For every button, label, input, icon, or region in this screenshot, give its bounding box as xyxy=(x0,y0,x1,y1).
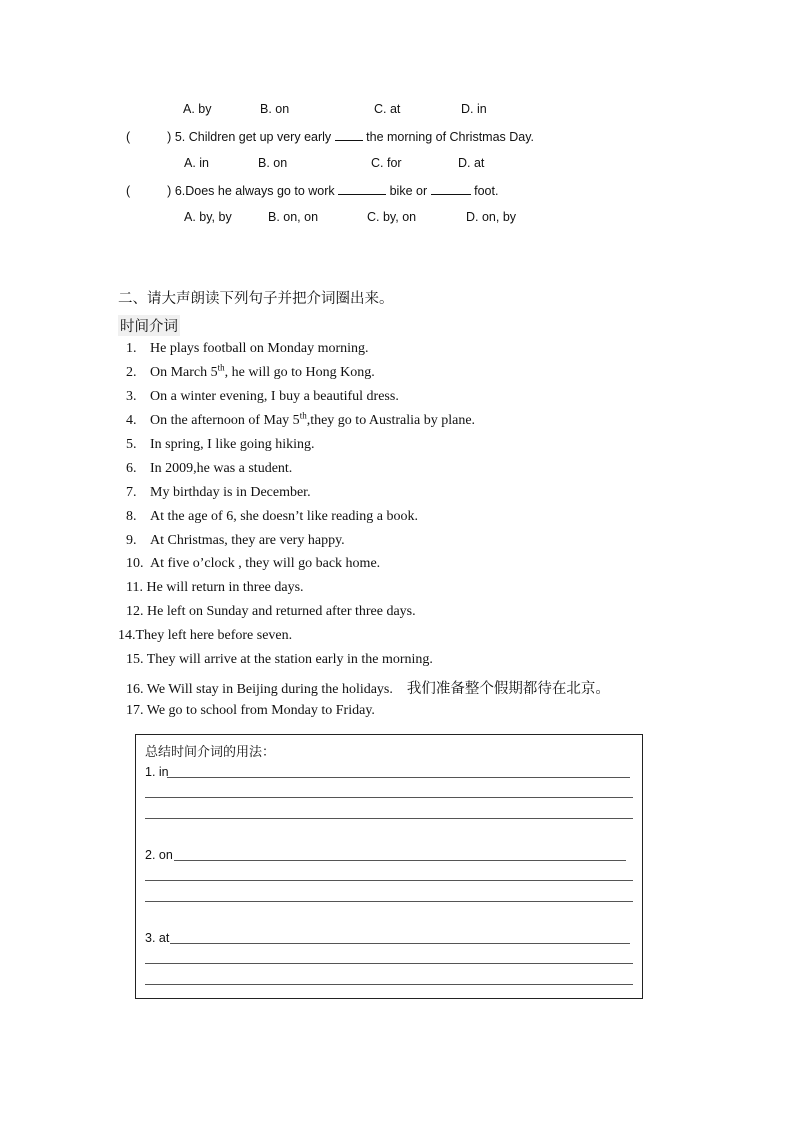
list-item xyxy=(126,437,315,453)
list-item xyxy=(126,556,380,572)
item-translation: 我们准备整个假期都待在北京。 xyxy=(406,681,610,697)
item-number: 8. xyxy=(126,509,137,524)
item-number: 11. xyxy=(126,580,143,595)
answer-line[interactable] xyxy=(145,963,633,964)
superscript: th xyxy=(217,362,225,373)
answer-line[interactable] xyxy=(174,860,626,861)
list-item xyxy=(126,341,369,357)
item-number: 10. xyxy=(126,556,144,571)
summary-box xyxy=(135,734,643,999)
item-text: At the age of 6, she doesn’t like reading a book. xyxy=(150,509,419,524)
item-text: He will return in three days. xyxy=(146,580,304,595)
item-number: 6. xyxy=(126,461,137,476)
question-6 xyxy=(126,183,498,198)
answer-line[interactable] xyxy=(145,984,633,985)
item-number: 4. xyxy=(126,413,137,428)
item-number: 1. xyxy=(126,341,137,356)
item-text: On a winter evening, I buy a beautiful dress. xyxy=(150,389,399,404)
item-text: On March 5 xyxy=(150,365,218,380)
list-item xyxy=(118,628,292,644)
item-text: ,they go to Australia by plane. xyxy=(306,413,476,428)
question-text-rest: foot. xyxy=(474,184,499,198)
item-text: On the afternoon of May 5 xyxy=(150,413,300,428)
question-text-mid: bike or xyxy=(389,184,428,198)
list-item xyxy=(126,389,399,405)
item-number: 16. xyxy=(126,682,144,697)
item-number: 14. xyxy=(118,628,136,643)
item-text: My birthday is in December. xyxy=(150,485,311,500)
answer-paren-open: ( xyxy=(126,184,131,198)
answer-line[interactable] xyxy=(145,901,633,902)
answer-line[interactable] xyxy=(167,777,630,778)
option: B. on, on xyxy=(268,210,319,224)
list-item xyxy=(126,410,476,429)
section-subtitle: 时间介词 xyxy=(118,315,180,336)
option: C. at xyxy=(374,102,401,116)
item-text: At five o’clock , they will go back home. xyxy=(150,556,381,571)
item-text: They will arrive at the station early in the morning. xyxy=(146,652,433,667)
option: B. on xyxy=(260,102,290,116)
item-text: He left on Sunday and returned after three days. xyxy=(147,604,416,619)
summary-title: 总结时间介词的用法： xyxy=(145,745,276,760)
item-number: 15. xyxy=(126,652,144,667)
answer-paren-close: ) xyxy=(167,130,172,144)
list-item xyxy=(126,652,433,668)
answer-blank[interactable] xyxy=(431,183,471,195)
question-5 xyxy=(126,129,534,144)
answer-line[interactable] xyxy=(145,797,633,798)
item-text: We go to school from Monday to Friday. xyxy=(146,703,375,718)
list-item xyxy=(126,533,345,549)
summary-item-label: 1. in xyxy=(145,765,169,779)
answer-paren-close: ) xyxy=(167,184,172,198)
option: C. by, on xyxy=(367,210,417,224)
answer-blank[interactable] xyxy=(335,129,363,141)
section-title: 二、请大声朗读下列句子并把介词圈出来。 xyxy=(118,291,394,307)
list-item xyxy=(126,580,304,596)
option: A. by, by xyxy=(184,210,232,224)
item-number: 7. xyxy=(126,485,137,500)
item-text: In 2009,he was a student. xyxy=(150,461,293,476)
item-number: 5. xyxy=(126,437,137,452)
list-item xyxy=(126,485,311,501)
option: A. by xyxy=(183,102,212,116)
list-item xyxy=(126,677,610,698)
list-item xyxy=(126,703,375,719)
option: D. on, by xyxy=(466,210,517,224)
list-item xyxy=(126,362,375,381)
item-text: He plays football on Monday morning. xyxy=(150,341,369,356)
answer-line[interactable] xyxy=(145,880,633,881)
answer-blank[interactable] xyxy=(338,183,386,195)
summary-item-label: 2. on xyxy=(145,848,173,862)
item-text: We Will stay in Beijing during the holidays. xyxy=(146,682,393,697)
answer-paren-open: ( xyxy=(126,130,131,144)
option: A. in xyxy=(184,156,210,170)
option: B. on xyxy=(258,156,288,170)
answer-line[interactable] xyxy=(170,943,630,944)
option: C. for xyxy=(371,156,402,170)
item-number: 12. xyxy=(126,604,144,619)
option: D. at xyxy=(458,156,485,170)
item-number: 3. xyxy=(126,389,137,404)
question-text: 5. Children get up very early xyxy=(174,130,332,144)
list-item xyxy=(126,604,416,620)
item-text: At Christmas, they are very happy. xyxy=(150,533,345,548)
item-number: 17. xyxy=(126,703,144,718)
question-text: 6.Does he always go to work xyxy=(174,184,335,198)
item-text: In spring, I like going hiking. xyxy=(150,437,315,452)
option: D. in xyxy=(461,102,487,116)
summary-item-label: 3. at xyxy=(145,931,170,945)
list-item xyxy=(126,509,418,525)
list-item xyxy=(126,461,292,477)
superscript: th xyxy=(299,410,307,421)
item-number: 2. xyxy=(126,365,137,380)
item-text: , he will go to Hong Kong. xyxy=(224,365,375,380)
item-number: 9. xyxy=(126,533,137,548)
item-text: They left here before seven. xyxy=(135,628,293,643)
question-text-rest: the morning of Christmas Day. xyxy=(366,130,535,144)
answer-line[interactable] xyxy=(145,818,633,819)
